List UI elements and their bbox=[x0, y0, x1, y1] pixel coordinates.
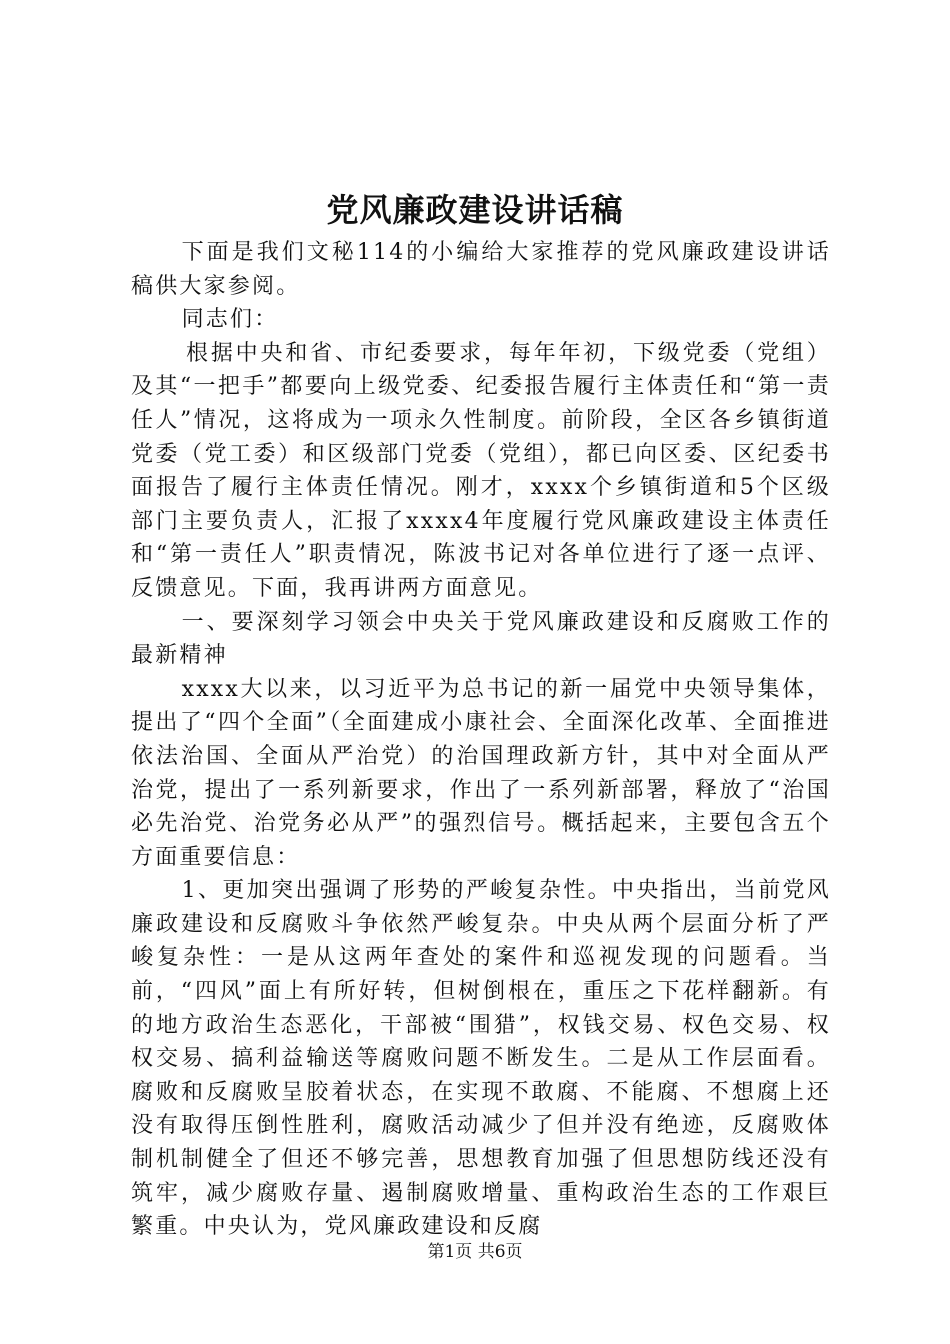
intro-paragraph: 下面是我们文秘114的小编给大家推荐的党风廉政建设讲话稿供大家参阅。 bbox=[131, 240, 831, 299]
body-paragraph: 1、更加突出强调了形势的严峻复杂性。中央指出，当前党风廉政建设和反腐败斗争依然严峻复杂。中央从两个层面分析了严峻复杂性：一是从这两年查处的案件和巡视发现的问题看。当前，“四风”面上有所好转，但树倒根在，重压之下花样翻新。有的地方政治生态恶化，干部被“围猎”，权钱交易、权色交易、权权交易、搞利益输送等腐败问题不断发生。二是从工作层面看。腐败和反腐败呈胶着状态，在实现不敢腐、不能腐、不想腐上还没有取得压倒性胜利，腐败活动减少了但并没有绝迹，反腐败体制机制健全了但还不够完善，思想教育加强了但思想防线还没有筑牢，减少腐败存量、遏制腐败增量、重构政治生态的工作艰巨繁重。中央认为，党风廉政建设和反腐 bbox=[131, 878, 831, 1240]
document-body bbox=[131, 236, 831, 1244]
section-heading: 一、要深刻学习领会中央关于党风廉政建设和反腐败工作的最新精神 bbox=[131, 609, 831, 669]
salutation: 同志们： bbox=[181, 307, 279, 333]
body-paragraph: xxxx大以来，以习近平为总书记的新一届党中央领导集体，提出了“四个全面”（全面建成小康社会、全面深化改革、全面推进依法治国、全面从严治党）的治国理政新方针，其中对全面从严治党，提出了一系列新要求，作出了一系列新部署，释放了“治国必先治党、治党务必从严”的强烈信号。概括起来，主要包含五个方面重要信息： bbox=[131, 676, 831, 870]
body-paragraph: 根据中央和省、市纪委要求，每年年初，下级党委（党组）及其“一把手”都要向上级党委、纪委报告履行主体责任和“第一责任人”情况，这将成为一项永久性制度。前阶段，全区各乡镇街道党委（党工委）和区级部门党委（党组），都已向区委、区纪委书面报告了履行主体责任情况。刚才，xxxx个乡镇街道和5个区级部门主要负责人，汇报了xxxx4年度履行党风廉政建设主体责任和“第一责任人”职责情况，陈波书记对各单位进行了逐一点评、反馈意见。下面，我再讲两方面意见。 bbox=[131, 340, 831, 601]
page-footer: 第1页 共6页 bbox=[427, 1242, 523, 1262]
document-title: 党风廉政建设讲话稿 bbox=[326, 191, 624, 229]
